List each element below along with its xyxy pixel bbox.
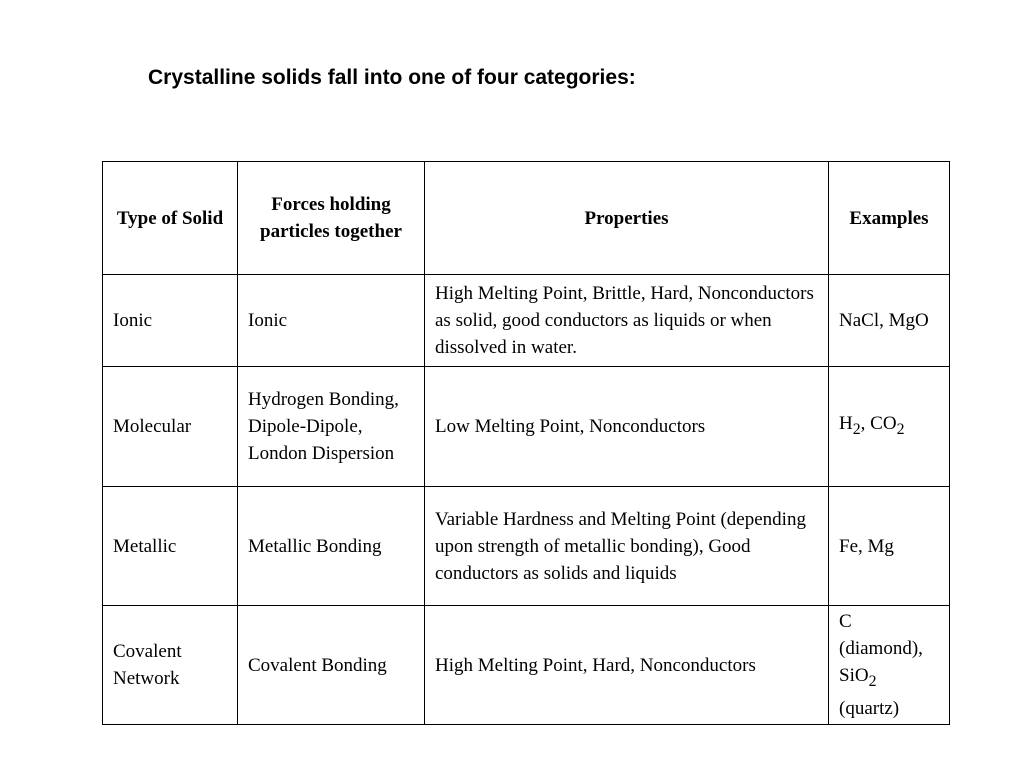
table-row bbox=[103, 487, 950, 606]
table-header-row bbox=[103, 162, 950, 275]
formula-text: C (diamond), SiO bbox=[839, 611, 923, 687]
cell-forces: Hydrogen Bonding, Dipole-Dipole, London Dispersion bbox=[238, 367, 425, 487]
cell-forces: Covalent Bonding bbox=[238, 606, 425, 725]
header-examples: Examples bbox=[829, 162, 950, 275]
cell-properties: High Melting Point, Hard, Nonconductors bbox=[425, 606, 829, 725]
cell-forces: Ionic bbox=[238, 275, 425, 367]
cell-forces: Metallic Bonding bbox=[238, 487, 425, 606]
cell-examples bbox=[829, 367, 950, 487]
header-properties: Properties bbox=[425, 162, 829, 275]
formula-text: H bbox=[839, 413, 853, 435]
formula-subscript: 2 bbox=[896, 420, 905, 438]
formula-subscript: 2 bbox=[868, 672, 877, 690]
cell-type: Ionic bbox=[103, 275, 238, 367]
table-row bbox=[103, 367, 950, 487]
crystalline-solids-table bbox=[102, 161, 950, 725]
cell-examples: Fe, Mg bbox=[829, 487, 950, 606]
cell-properties: High Melting Point, Brittle, Hard, Nonconductors as solid, good conductors as liquids or when dissolved in water. bbox=[425, 275, 829, 367]
cell-type: Metallic bbox=[103, 487, 238, 606]
cell-examples bbox=[829, 606, 950, 725]
header-forces: Forces holding particles together bbox=[238, 162, 425, 275]
cell-type: Covalent Network bbox=[103, 606, 238, 725]
header-type-of-solid: Type of Solid bbox=[103, 162, 238, 275]
cell-examples: NaCl, MgO bbox=[829, 275, 950, 367]
table-row bbox=[103, 606, 950, 725]
cell-properties: Variable Hardness and Melting Point (depending upon strength of metallic bonding), Good conductors as solids and liquids bbox=[425, 487, 829, 606]
page-title: Crystalline solids fall into one of four categories: bbox=[148, 66, 636, 89]
formula-subscript: 2 bbox=[852, 420, 861, 438]
formula-text: , CO bbox=[860, 413, 897, 435]
formula-text: (quartz) bbox=[839, 697, 900, 719]
table-row bbox=[103, 275, 950, 367]
cell-properties: Low Melting Point, Nonconductors bbox=[425, 367, 829, 487]
cell-type: Molecular bbox=[103, 367, 238, 487]
